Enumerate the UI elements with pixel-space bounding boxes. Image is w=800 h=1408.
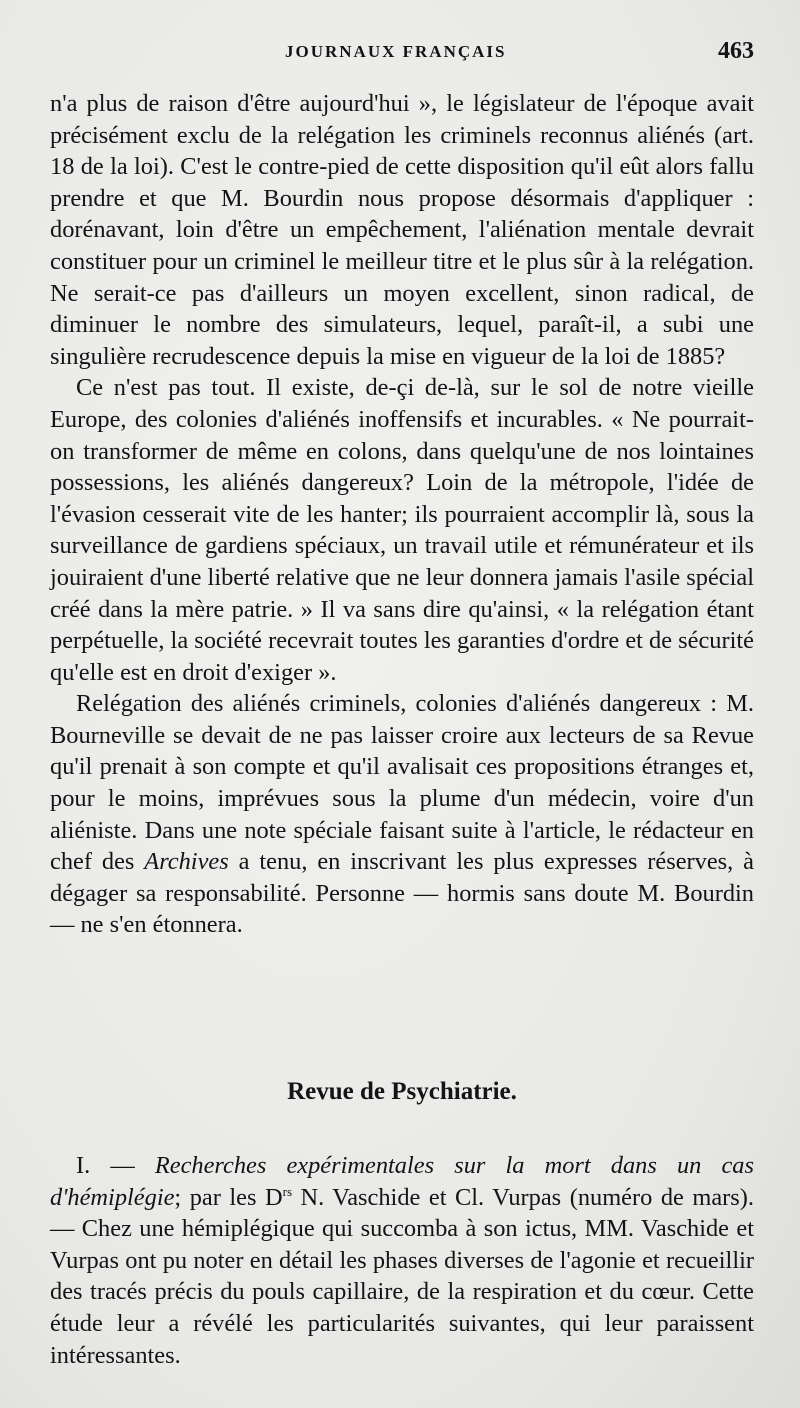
- article-title: Recherches expérimentales sur la mort dans un cas d'hémiplégie: [50, 1152, 754, 1211]
- paragraph-3-part-1: Relégation des aliénés criminels, colonies d'aliénés dangereux : M. Bourneville se devait de ne pas laisser croire aux lecteurs de sa Revue qu'il prenait à son compte et qu'il avalisait ces propositions étranges et, pour le moins, imprévues sous la plume d'un médecin, voire d'un aliéniste. Dans une note spéciale faisant suite à l'article, le rédacteur en chef des: [50, 690, 754, 876]
- page-number: 463: [718, 38, 754, 64]
- paragraph-3-part-2: a tenu, en inscrivant les plus expresses réserves, à dégager sa responsabilité. Personne — hormis sans doute M. Bourdin — ne s'en étonnera.: [50, 848, 754, 939]
- paragraph-3: [50, 688, 754, 941]
- section-title: Revue de Psychiatrie.: [287, 1078, 517, 1105]
- journal-title-archives: Archives: [144, 848, 229, 876]
- section-body-text: [50, 1150, 754, 1371]
- authors-superscript: rs: [282, 1183, 292, 1199]
- paragraph-2: Ce n'est pas tout. Il existe, de-çi de-là, sur le sol de notre vieille Europe, des colonies d'aliénés inoffensifs et incurables. « Ne pourrait-on transformer de même en colons, dans quelqu'une de nos lointaines possessions, les aliénés dangereux? Loin de la métropole, l'idée de l'évasion cesserait vite de les hanter; ils pourraient accomplir là, sous la surveillance de gardiens spéciaux, un travail utile et rémunérateur et ils jouiraient d'une liberté relative que ne leur donnera jamais l'asile spécial créé dans la mère patrie. » Il va sans dire qu'ainsi, « la relégation étant perpétuelle, la société recevrait toutes les garanties d'ordre et de sécurité qu'elle est en droit d'exiger ».: [50, 374, 754, 686]
- running-head: JOURNAUX FRANÇAIS: [285, 42, 507, 61]
- section-paragraph-1: [50, 1150, 754, 1371]
- body-text: [50, 88, 754, 941]
- authors-after: N. Vaschide et Cl. Vurpas (numéro de mars). — Chez une hémiplégique qui succomba à son ictus, MM. Vaschide et Vurpas ont pu noter en détail les phases diverses de l'agonie et recueillir des tracés précis du pouls capillaire, de la respiration et du cœur. Cette étude leur a révélé les particularités suivantes, qui leur paraissent intéressantes.: [50, 1183, 755, 1369]
- page-header: [50, 38, 754, 78]
- authors-before: ; par les D: [174, 1183, 283, 1211]
- paragraph-1: n'a plus de raison d'être aujourd'hui », le législateur de l'époque avait précisément exclu de la relégation les criminels reconnus aliénés (art. 18 de la loi). C'est le contre-pied de cette disposition qu'il eût alors fallu prendre et que M. Bourdin nous propose désormais d'appliquer : dorénavant, loin d'être un empêchement, l'aliénation mentale devrait constituer pour un criminel le meilleur titre et le plus sûr à la relégation. Ne serait-ce pas d'ailleurs un moyen excellent, sinon radical, de diminuer le nombre des simulateurs, lequel, paraît-il, a subi une singulière recrudescence depuis la mise en vigueur de la loi de 1885?: [50, 90, 754, 370]
- item-numeral: I. —: [76, 1152, 155, 1179]
